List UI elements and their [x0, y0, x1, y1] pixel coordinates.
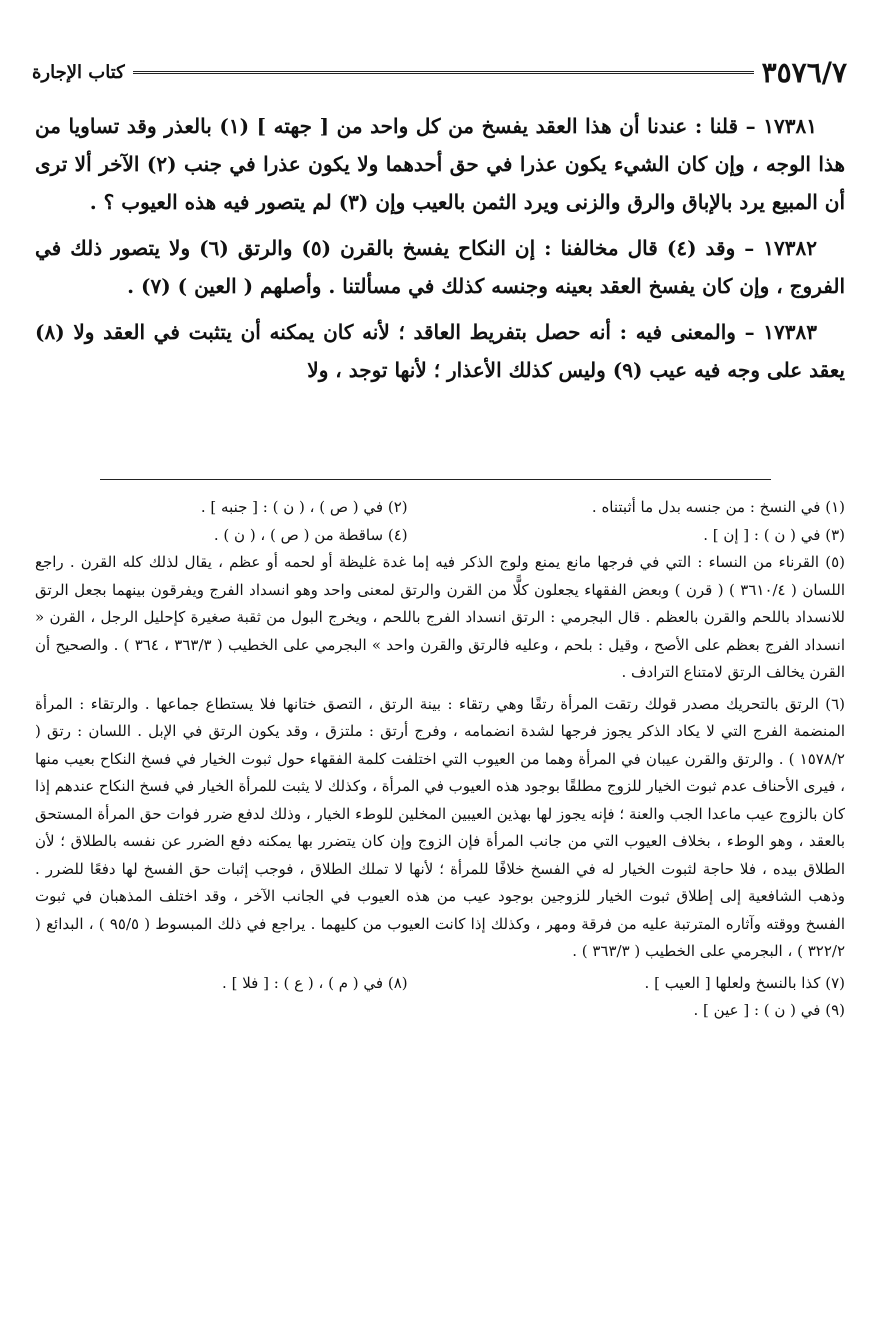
footnote-2: (٢) في ( ص ) ، ( ن ) : [ جنبه ] .	[200, 498, 408, 516]
footnote-separator	[100, 479, 771, 480]
paragraph-17381: ١٧٣٨١ – قلنا : عندنا أن هذا العقد يفسخ من كل واحد من [ جهته ] (١) بالعذر وقد تساويا من هذا الوجه ، وإن كان الشيء يكون عذرا في حق أحدهما ولا يكون عذرا في جنب (٢) الآخر ألا ترى أن المبيع يرد بالإباق والرق والزنى ويرد الثمن بالعيب وإن (٣) لم يتصور فيه هذه العيوب ؟ .	[35, 114, 846, 214]
paragraph-17383: ١٧٣٨٣ – والمعنى فيه : أنه حصل بتفريط العاقد ؛ لأنه كان يمكنه أن يتثبت في العقد ولا (٨) يعقد على وجه فيه عيب (٩) وليس كذلك الأعذار ؛ لأنها توجد ، ولا	[35, 320, 845, 382]
footnote-5: (٥) القرناء من النساء : التي في فرجها مانع يمنع ولوج الذكر فيه إما غدة غليظة أو لحمه أو عظم ، يقال لذلك كله القرن . راجع اللسان ( ٣٦١٠/٤ ) ( قرن ) وبعض الفقهاء يجعلون كلًّا من القرن والرتق لمعنى واحد وهو انسداد الفرج ويفرقون بينهما بجعل الرتق للانسداد باللحم والقرن بالعظم . قال البجرمي : الرتق انسداد الفرج باللحم ، ويخرج البول من ثقبة صغيرة كإحليل الرجل ، القرن « انسداد الفرج بعظم على الأصح ، وقيل : بلحم ، وعليه فالرتق والقرن واحد » البجرمي على الخطيب ( ٣٦٣/٣ ، ٣٦٤ ) . والصحيح أن القرن يخالف الرتق لامتناع الترادف .	[35, 553, 845, 681]
footnote-row	[35, 494, 845, 522]
footnote-4: (٤) ساقطة من ( ص ) ، ( ن ) .	[213, 525, 408, 544]
footnote-6: (٦) الرتق بالتحريك مصدر قولك رتقت المرأة رتقًا وهي رتقاء : بينة الرتق ، التصق ختانها فلا يستطاع جماعها . والرتقاء : المرأة المنضمة الفرج التي لا يكاد الذكر يجوز فرجها لشدة انضمامه ، وفرج أرتق : ملتزق ، وقد يكون الرتق في الإبل . اللسان : رتق ( ١٥٧٨/٢ ) . والرتق والقرن عيبان في المرأة وهما من العيوب التي اختلفت كلمة الفقهاء حول ثبوت الخيار في فسخ النكاح بعيب منها ، فيرى الأحناف عدم ثبوت الخيار للزوج مطلقًا بوجود هذه العيوب في المرأة ، وكذلك لا يثبت للمرأة الخيار في فسخ النكاح عندهم إذا كان بالزوج عيب ماعدا الجب والعنة ؛ فإنه يجوز لها بهذين العيبين المخلين للوطء الخيار ، وذلك لدفع ضرر فوات حق المرأة المستحق بالعقد ، وهو الوطء ، بخلاف العيوب التي من جانب المرأة فإن الزوج وإن كان يتضرر بها يمكنه دفع الضرر عن نفسه بالطلاق ؛ لأن الطلاق بيده ، فلا حاجة لثبوت الخيار له في الفسخ خلافًا للمرأة ؛ لأنها لا تملك الطلاق ، فوجب إثبات حق الفسخ لها دفعًا للضرر . وذهب الشافعية إلى إطلاق ثبوت الخيار للزوجين بوجود عيب من هذه العيوب في الجانب الآخر ، وقد اختلف المذهبان في ثبوت الفسخ ووقته وآثاره المترتبة عليه من فرقة ومهر ، وكذلك إذا كانت العيوب من كليهما . يراجع في ذلك المبسوط ( ٩٥/٥ ) ، البدائع ( ٣٢٢/٢ ) ، البجرمي على الخطيب ( ٣٦٣/٣ ) .	[35, 694, 845, 960]
footnote-row	[35, 997, 845, 1025]
running-header	[32, 52, 847, 92]
footnotes	[35, 494, 845, 1025]
footnote-8: (٨) في ( م ) ، ( ع ) : [ فلا ] .	[222, 973, 408, 992]
main-text	[35, 107, 845, 397]
footnote-row	[35, 970, 845, 998]
footnote-row	[35, 522, 845, 550]
footnote-7: (٧) كذا بالنسخ ولعلها [ العيب ] .	[644, 973, 845, 992]
footnote-3: (٣) في ( ن ) : [ إن ] .	[703, 525, 845, 544]
book-title: كتاب الإجارة	[32, 61, 125, 83]
page-number: ٣٥٧٦/٧	[761, 55, 847, 89]
footnote-9: (٩) في ( ن ) : [ عين ] .	[693, 1001, 845, 1019]
footnote-1: (١) في النسخ : من جنسه بدل ما أثبتناه .	[591, 498, 845, 516]
header-rule	[133, 71, 754, 74]
paragraph-17382: ١٧٣٨٢ – وقد (٤) قال مخالفنا : إن النكاح يفسخ بالقرن (٥) والرتق (٦) ولا يتصور ذلك في الفروج ، وإن كان يفسخ العقد بعينه وجنسه كذلك في مسألتنا . وأصلهم ( العين ) (٧) .	[35, 236, 845, 298]
